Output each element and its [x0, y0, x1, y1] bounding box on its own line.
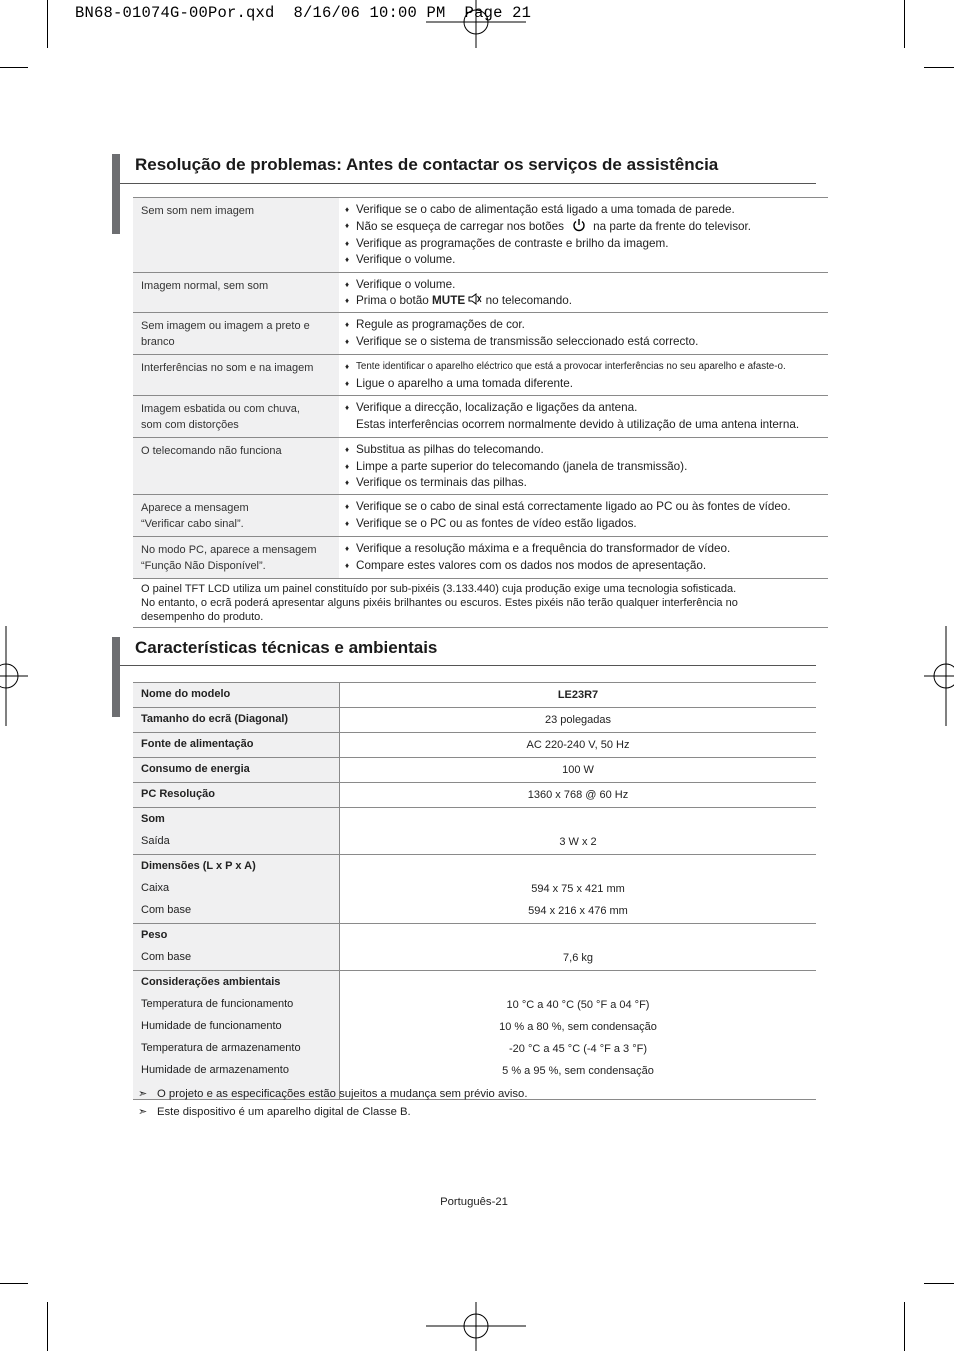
- table-row: [133, 683, 816, 708]
- spec-value: 594 x 75 x 421 mm 594 x 216 x 476 mm: [340, 855, 817, 924]
- list-item: ♦ Tente identificar o aparelho eléctrico que está a provocar interferências no seu aparelho e afaste-o.: [345, 359, 824, 375]
- list-item: ♦ Verifique se o sistema de transmissão seleccionado está correcto.: [345, 334, 824, 350]
- bullet-icon: ♦: [345, 461, 350, 471]
- spec-value: 100 W: [340, 758, 817, 783]
- spec-value: AC 220-240 V, 50 Hz: [340, 733, 817, 758]
- table-row: [133, 924, 816, 971]
- spec-label: Fonte de alimentação: [133, 733, 340, 758]
- table-row: [133, 438, 828, 495]
- table-row: [133, 355, 828, 396]
- list-item: ♦ Regule as programações de cor.: [345, 317, 824, 333]
- registration-mark-bottom: [426, 1302, 526, 1351]
- bullet-icon: ♦: [345, 518, 350, 528]
- bullet-icon: ♦: [345, 362, 350, 372]
- arrow-icon: ➣: [138, 1106, 148, 1118]
- bullet-icon: ♦: [345, 279, 350, 289]
- table-row: [133, 808, 816, 855]
- list-item: ♦ Limpe a parte superior do telecomando (janela de transmissão).: [345, 459, 824, 475]
- list-item: ♦ Verifique as programações de contraste e brilho da imagem.: [345, 236, 824, 252]
- table-row: [133, 783, 816, 808]
- bullet-icon: ♦: [345, 478, 350, 488]
- bullet-icon: ♦: [345, 296, 350, 306]
- bullet-icon: ♦: [345, 320, 350, 330]
- problem-cell: Sem imagem ou imagem a preto e branco: [133, 313, 339, 355]
- power-icon: [571, 218, 587, 232]
- bullet-icon: ♦: [345, 238, 350, 248]
- spec-label: Peso Com base: [133, 924, 340, 971]
- spec-label: Considerações ambientais Temperatura de funcionamento Humidade de funcionamento Temperatura de armazenamento Humidade de armazenamento: [133, 971, 340, 1100]
- mute-icon: [468, 293, 482, 305]
- table-row: [133, 579, 828, 628]
- spec-label: Dimensões (L x P x A) Caixa Com base: [133, 855, 340, 924]
- spec-value: LE23R7: [340, 683, 817, 708]
- list-item: ♦ Verifique se o cabo de sinal está correctamente ligado ao PC ou às fontes de vídeo.: [345, 499, 824, 515]
- crop-mark: [924, 1283, 954, 1284]
- spec-value: 3 W x 2: [340, 808, 817, 855]
- crop-mark: [0, 1283, 28, 1284]
- crop-mark: [47, 0, 48, 48]
- spec-label: PC Resolução: [133, 783, 340, 808]
- list-item: ♦ Verifique se o PC ou as fontes de vídeo estão ligados.: [345, 516, 824, 532]
- specs-title: Características técnicas e ambientais: [135, 638, 438, 657]
- crop-mark: [924, 67, 954, 68]
- crop-mark: [0, 67, 28, 68]
- continuation-text: Estas interferências ocorrem normalmente devido à utilização de uma antena interna.: [356, 417, 800, 431]
- table-row: [133, 396, 828, 438]
- table-row: [133, 708, 816, 733]
- troubleshooting-title: Resolução de problemas: Antes de contactar os serviços de assistência: [135, 155, 719, 174]
- solution-cell: [339, 272, 828, 313]
- specs-table: [133, 682, 816, 1100]
- list-item: ♦ Verifique a resolução máxima e a frequência do transformador de vídeo.: [345, 541, 824, 557]
- arrow-icon: ➣: [138, 1088, 148, 1100]
- table-row: [133, 313, 828, 355]
- section-bar: [112, 637, 120, 717]
- list-item: ♦ Não se esqueça de carregar nos botões na parte da frente do televisor.: [345, 220, 752, 234]
- table-row: [133, 855, 816, 924]
- list-item: ♦ Verifique o volume.: [345, 277, 824, 293]
- crop-mark: [904, 0, 905, 48]
- footnote: ➣ Este dispositivo é um aparelho digital de Classe B.: [138, 1106, 411, 1118]
- bullet-icon: ♦: [345, 403, 350, 413]
- list-item: ♦ Compare estes valores com os dados nos modos de apresentação.: [345, 558, 824, 574]
- list-item: ♦ Substitua as pilhas do telecomando.: [345, 442, 824, 458]
- mute-label: MUTE: [432, 294, 466, 308]
- spec-label: Tamanho do ecrã (Diagonal): [133, 708, 340, 733]
- bullet-icon: ♦: [345, 205, 350, 214]
- bullet-icon: ♦: [345, 255, 350, 265]
- problem-cell: Sem som nem imagem: [133, 198, 339, 273]
- solution-cell: [339, 537, 828, 579]
- solution-cell: [339, 313, 828, 355]
- solution-cell: [339, 438, 828, 495]
- problem-cell: Imagem esbatida ou com chuva, som com distorções: [133, 396, 339, 438]
- table-row: [133, 272, 828, 313]
- table-row: [133, 971, 816, 1100]
- list-item: ♦ Verifique o volume.: [345, 252, 824, 268]
- solution-cell: [339, 495, 828, 537]
- list-item: ♦ Ligue o aparelho a uma tomada diferente.: [345, 376, 824, 392]
- bullet-icon: ♦: [345, 445, 350, 455]
- panel-note: O painel TFT LCD utiliza um painel constituído por sub-pixéis (3.133.440) cuja produção exige uma tecnologia sofisticada. No entanto, o ecrã poderá apresentar alguns pixéis brilhantes ou escuros. Estes pixéis não terão qualquer interferência no desempenho do produto.: [133, 579, 828, 628]
- registration-mark-right: [924, 626, 954, 726]
- spec-value: 7,6 kg: [340, 924, 817, 971]
- table-row: [133, 733, 816, 758]
- list-item: ♦ Verifique se o cabo de alimentação está ligado a uma tomada de parede.: [345, 202, 824, 218]
- table-row: [133, 198, 828, 273]
- problem-cell: Imagem normal, sem som: [133, 272, 339, 313]
- section-rule: [120, 183, 816, 184]
- spec-label: Consumo de energia: [133, 758, 340, 783]
- crop-mark: [904, 1302, 905, 1351]
- registration-mark-left: [0, 626, 28, 726]
- crop-mark: [47, 1302, 48, 1351]
- spec-value: 10 °C a 40 °C (50 °F a 04 °F) 10 % a 80 %, sem condensação -20 °C a 45 °C (-4 °F a 3 °F) 5 % a 95 %, sem condensação: [340, 971, 817, 1100]
- table-row: [133, 495, 828, 537]
- list-item: ♦ Prima o botão MUTE no telecomando.: [345, 293, 824, 309]
- solution-cell: [339, 355, 828, 396]
- list-item: ♦ Verifique a direcção, localização e ligações da antena.: [345, 400, 824, 416]
- solution-cell: [339, 198, 828, 273]
- bullet-icon: ♦: [345, 336, 350, 346]
- page-number: Português-21: [440, 1196, 508, 1208]
- spec-value: 1360 x 768 @ 60 Hz: [340, 783, 817, 808]
- solution-cell: [339, 396, 828, 438]
- footnote: ➣ O projeto e as especificações estão sujeitos a mudança sem prévio aviso.: [138, 1088, 528, 1100]
- bullet-icon: ♦: [345, 378, 350, 388]
- list-item: ♦ Verifique os terminais das pilhas.: [345, 475, 824, 491]
- bullet-icon: ♦: [345, 221, 350, 231]
- problem-cell: No modo PC, aparece a mensagem “Função Não Disponível”.: [133, 537, 339, 579]
- section-bar: [112, 154, 120, 234]
- spec-label: Nome do modelo: [133, 683, 340, 708]
- troubleshooting-table: [133, 197, 828, 628]
- problem-cell: Interferências no som e na imagem: [133, 355, 339, 396]
- bullet-icon: ♦: [345, 544, 350, 554]
- problem-cell: Aparece a mensagem “Verificar cabo sinal”.: [133, 495, 339, 537]
- bullet-icon: ♦: [345, 502, 350, 512]
- section-rule: [120, 665, 816, 666]
- bullet-icon: ♦: [345, 560, 350, 570]
- spec-label: Som Saída: [133, 808, 340, 855]
- table-row: [133, 758, 816, 783]
- table-row: [133, 537, 828, 579]
- problem-cell: O telecomando não funciona: [133, 438, 339, 495]
- spec-value: 23 polegadas: [340, 708, 817, 733]
- print-header: BN68-01074G-00Por.qxd 8/16/06 10:00 PM Page 21: [75, 4, 532, 22]
